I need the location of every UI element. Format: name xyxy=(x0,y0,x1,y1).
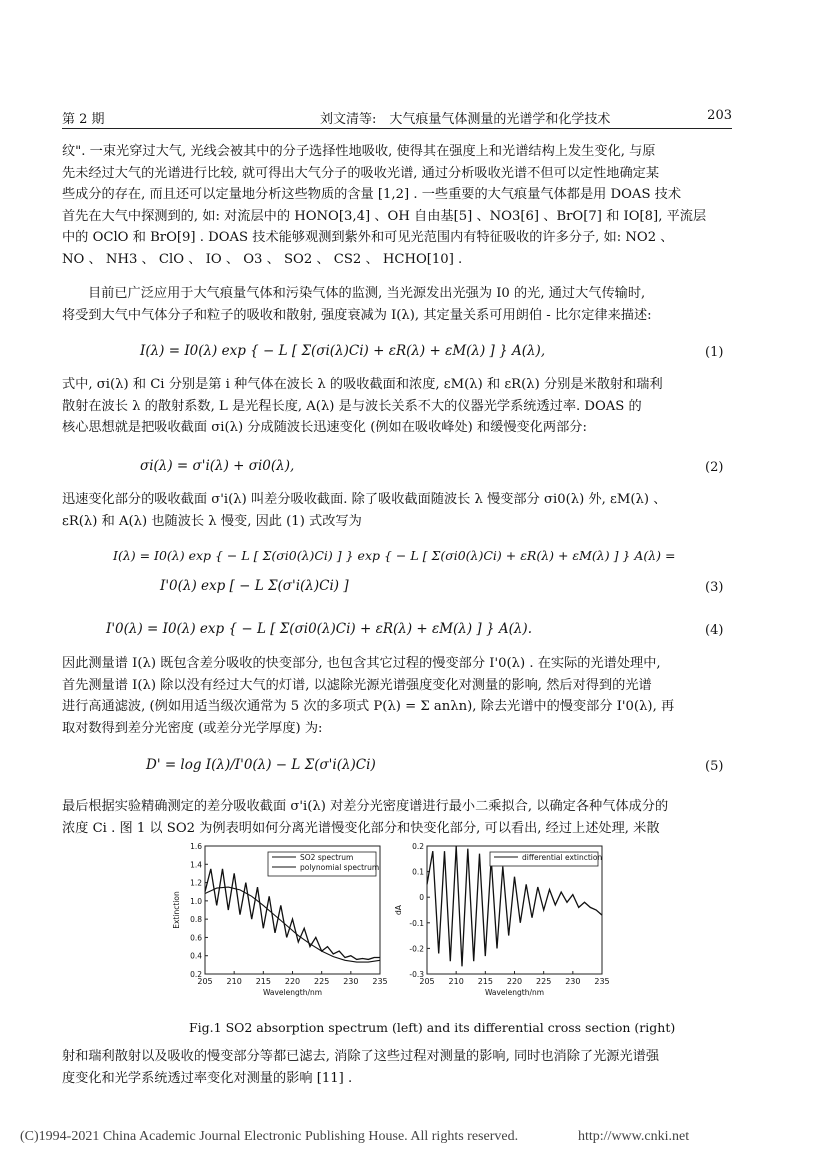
text-line: 迅速变化部分的吸收截面 σ'i(λ) 叫差分吸收截面. 除了吸收截面随波长 λ 慢变部分 σi0(λ) 外, εM(λ) 、 xyxy=(62,492,667,507)
equation-5: D' = log I(λ)/I'0(λ) − L Σ(σ'i(λ)Ci) xyxy=(146,757,376,773)
copyright-footer: (C)1994-2021 China Academic Journal Electronic Publishing House. All rights reserved. xyxy=(20,1129,519,1144)
left-y-tick-label: 0.8 xyxy=(190,915,202,925)
left-y-tick-label: 0.2 xyxy=(190,970,202,979)
text-line: 首先在大气中探测到的, 如: 对流层中的 HONO[3,4] 、OH 自由基[5] 、NO3[6] 、BrO[7] 和 IO[8], 平流层 xyxy=(62,208,707,224)
page-number: 203 xyxy=(707,108,732,123)
text-line: 最后根据实验精确测定的差分吸收截面 σ'i(λ) 对差分光密度谱进行最小二乘拟合, 以确定各种气体成分的 xyxy=(62,799,669,814)
header-rule xyxy=(62,128,732,129)
paragraph-1 xyxy=(62,141,734,270)
left-x-tick-label: 215 xyxy=(255,977,271,986)
running-header xyxy=(62,108,732,130)
text-line: 首先测量谱 I(λ) 除以没有经过大气的灯谱, 以滤除光源光谱强度变化对测量的影响, 然后对得到的光谱 xyxy=(62,677,652,693)
text-line: 将受到大气中气体分子和粒子的吸收和散射, 强度衰减为 I(λ), 其定量关系可用朗伯 - 比尔定律来描述: xyxy=(62,308,652,323)
equation-4: I'0(λ) = I0(λ) exp { − L [ Σ(σi0(λ)Ci) + εR(λ) + εM(λ) ] } A(λ). xyxy=(106,621,532,637)
left-x-tick-label: 210 xyxy=(226,977,242,986)
equation-1-number: (1) xyxy=(705,345,724,360)
left-y-tick-label: 1.4 xyxy=(190,860,202,870)
left-y-axis-label: Extinction xyxy=(172,891,181,929)
right-x-tick-label: 230 xyxy=(565,977,581,986)
left-x-tick-label: 225 xyxy=(314,977,330,986)
right-x-axis-label: Wavelength/nm xyxy=(484,988,545,997)
text-line: 些成分的存在, 而且还可以定量地分析这些物质的含量 [1,2] . 一些重要的大气痕量气体都是用 DOAS 技术 xyxy=(62,187,682,202)
right-y-tick-label: -0.2 xyxy=(409,944,424,954)
right-x-tick-label: 235 xyxy=(594,977,610,986)
text-line: 纹". 一束光穿过大气, 光线会被其中的分子选择性地吸收, 使得其在强度上和光谱结构上发生变化, 与原 xyxy=(62,144,656,159)
paragraph-3 xyxy=(62,374,734,439)
left-series-2-line xyxy=(205,887,380,962)
equation-4-number: (4) xyxy=(705,623,724,638)
right-x-tick-label: 220 xyxy=(506,977,523,986)
left-series-1-line xyxy=(205,869,380,960)
left-y-tick-label: 1.2 xyxy=(190,878,202,888)
text-line: 核心思想就是把吸收截面 σi(λ) 分成随波长迅速变化 (例如在吸收峰处) 和缓慢变化两部分: xyxy=(62,420,587,435)
text-line: 因此测量谱 I(λ) 既包含差分吸收的快变部分, 也包含其它过程的慢变部分 I'0(λ) . 在实际的光谱处理中, xyxy=(62,656,661,671)
figure-1 xyxy=(165,840,625,1015)
text-line: 射和瑞利散射以及吸收的慢变部分等都已滤去, 消除了这些过程对测量的影响, 同时也消除了光源光谱强 xyxy=(62,1049,660,1064)
left-y-tick-label: 1.6 xyxy=(190,842,202,851)
equation-3-line-1: I(λ) = I0(λ) exp { − L [ Σ(σi0(λ)Ci) ] } exp { − L [ Σ(σi0(λ)Ci) + εR(λ) + εM(λ) ] } A(λ) = xyxy=(113,548,676,563)
figure-1-svg xyxy=(165,840,625,1015)
equation-2: σi(λ) = σ'i(λ) + σi0(λ), xyxy=(140,458,295,474)
equation-2-number: (2) xyxy=(705,460,724,475)
issue-label: 第 2 期 xyxy=(62,112,105,127)
text-line: 式中, σi(λ) 和 Ci 分别是第 i 种气体在波长 λ 的吸收截面和浓度, εM(λ) 和 εR(λ) 分别是米散射和瑞利 xyxy=(62,377,663,392)
figure-caption: Fig.1 SO2 absorption spectrum (left) and its differential cross section (right) xyxy=(189,1020,676,1035)
text-line: εR(λ) 和 A(λ) 也随波长 λ 慢变, 因此 (1) 式改写为 xyxy=(62,513,362,529)
text-line: 浓度 Ci . 图 1 以 SO2 为例表明如何分离光谱慢变化部分和快变化部分, 可以看出, 经过上述处理, 米散 xyxy=(62,820,660,836)
right-x-tick-label: 210 xyxy=(448,977,464,986)
paragraph-5 xyxy=(62,653,734,739)
right-x-tick-label: 205 xyxy=(419,977,435,986)
paragraph-2-cont xyxy=(62,305,734,327)
text-line: 目前已广泛应用于大气痕量气体和污染气体的监测, 当光源发出光强为 I0 的光, 通过大气传输时, xyxy=(88,286,646,301)
right-y-axis-label: dA xyxy=(394,905,403,915)
equation-1: I(λ) = I0(λ) exp { − L [ Σ(σi(λ)Ci) + εR(λ) + εM(λ) ] } A(λ), xyxy=(140,343,546,359)
paragraph-2 xyxy=(62,283,734,305)
text-line: 进行高通滤波, (例如用适当级次通常为 5 次的多项式 P(λ) = Σ anλn), 除去光谱中的慢变部分 I'0(λ), 再 xyxy=(62,699,675,714)
right-y-tick-label: 0.1 xyxy=(412,867,424,877)
text-line: NO 、 NH3 、 ClO 、 IO 、 O3 、 SO2 、 CS2 、 HCHO[10] . xyxy=(62,251,463,267)
right-x-tick-label: 225 xyxy=(536,977,552,986)
left-x-tick-label: 230 xyxy=(343,977,359,986)
paragraph-4 xyxy=(62,489,734,532)
running-title: 刘文清等: 大气痕量气体测量的光谱学和化学技术 xyxy=(320,112,611,127)
left-y-tick-label: 0.6 xyxy=(190,933,202,943)
left-x-tick-label: 235 xyxy=(372,977,388,986)
equation-5-number: (5) xyxy=(705,759,724,774)
equation-3-line-2: I'0(λ) exp [ − L Σ(σ'i(λ)Ci) ] xyxy=(160,578,349,594)
left-x-tick-label: 205 xyxy=(197,977,213,986)
text-line: 取对数得到差分光密度 (或差分光学厚度) 为: xyxy=(62,720,323,736)
right-y-tick-label: 0 xyxy=(419,893,424,903)
right-y-tick-label: -0.3 xyxy=(409,970,424,979)
right-y-tick-label: 0.2 xyxy=(412,842,424,851)
right-x-tick-label: 215 xyxy=(477,977,493,986)
text-line: 先未经过大气的光谱进行比较, 就可得出大气分子的吸收光谱, 通过分析吸收光谱不但可以定性地确定某 xyxy=(62,165,660,181)
text-line: 散射在波长 λ 的散射系数, L 是光程长度, A(λ) 是与波长关系不大的仪器光学系统透过率. DOAS 的 xyxy=(62,398,642,414)
footer-url: http://www.cnki.net xyxy=(578,1129,690,1144)
left-x-axis-label: Wavelength/nm xyxy=(262,988,323,997)
left-y-tick-label: 1.0 xyxy=(190,896,202,906)
right-legend-label: differential extinction xyxy=(522,853,603,862)
equation-3-number: (3) xyxy=(705,580,724,595)
text-line: 度变化和光学系统透过率变化对测量的影响 [11] . xyxy=(62,1070,353,1086)
paragraph-7 xyxy=(62,1046,734,1089)
left-legend-label: polynomial spectrum xyxy=(300,863,380,872)
text-line: 中的 OClO 和 BrO[9] . DOAS 技术能够观测到紫外和可见光范围内有特征吸收的许多分子, 如: NO2 、 xyxy=(62,230,674,245)
right-y-tick-label: -0.1 xyxy=(409,918,424,928)
left-x-tick-label: 220 xyxy=(284,977,301,986)
left-legend-label: SO2 spectrum xyxy=(300,853,354,862)
left-y-tick-label: 0.4 xyxy=(190,951,202,961)
paragraph-6 xyxy=(62,796,734,839)
